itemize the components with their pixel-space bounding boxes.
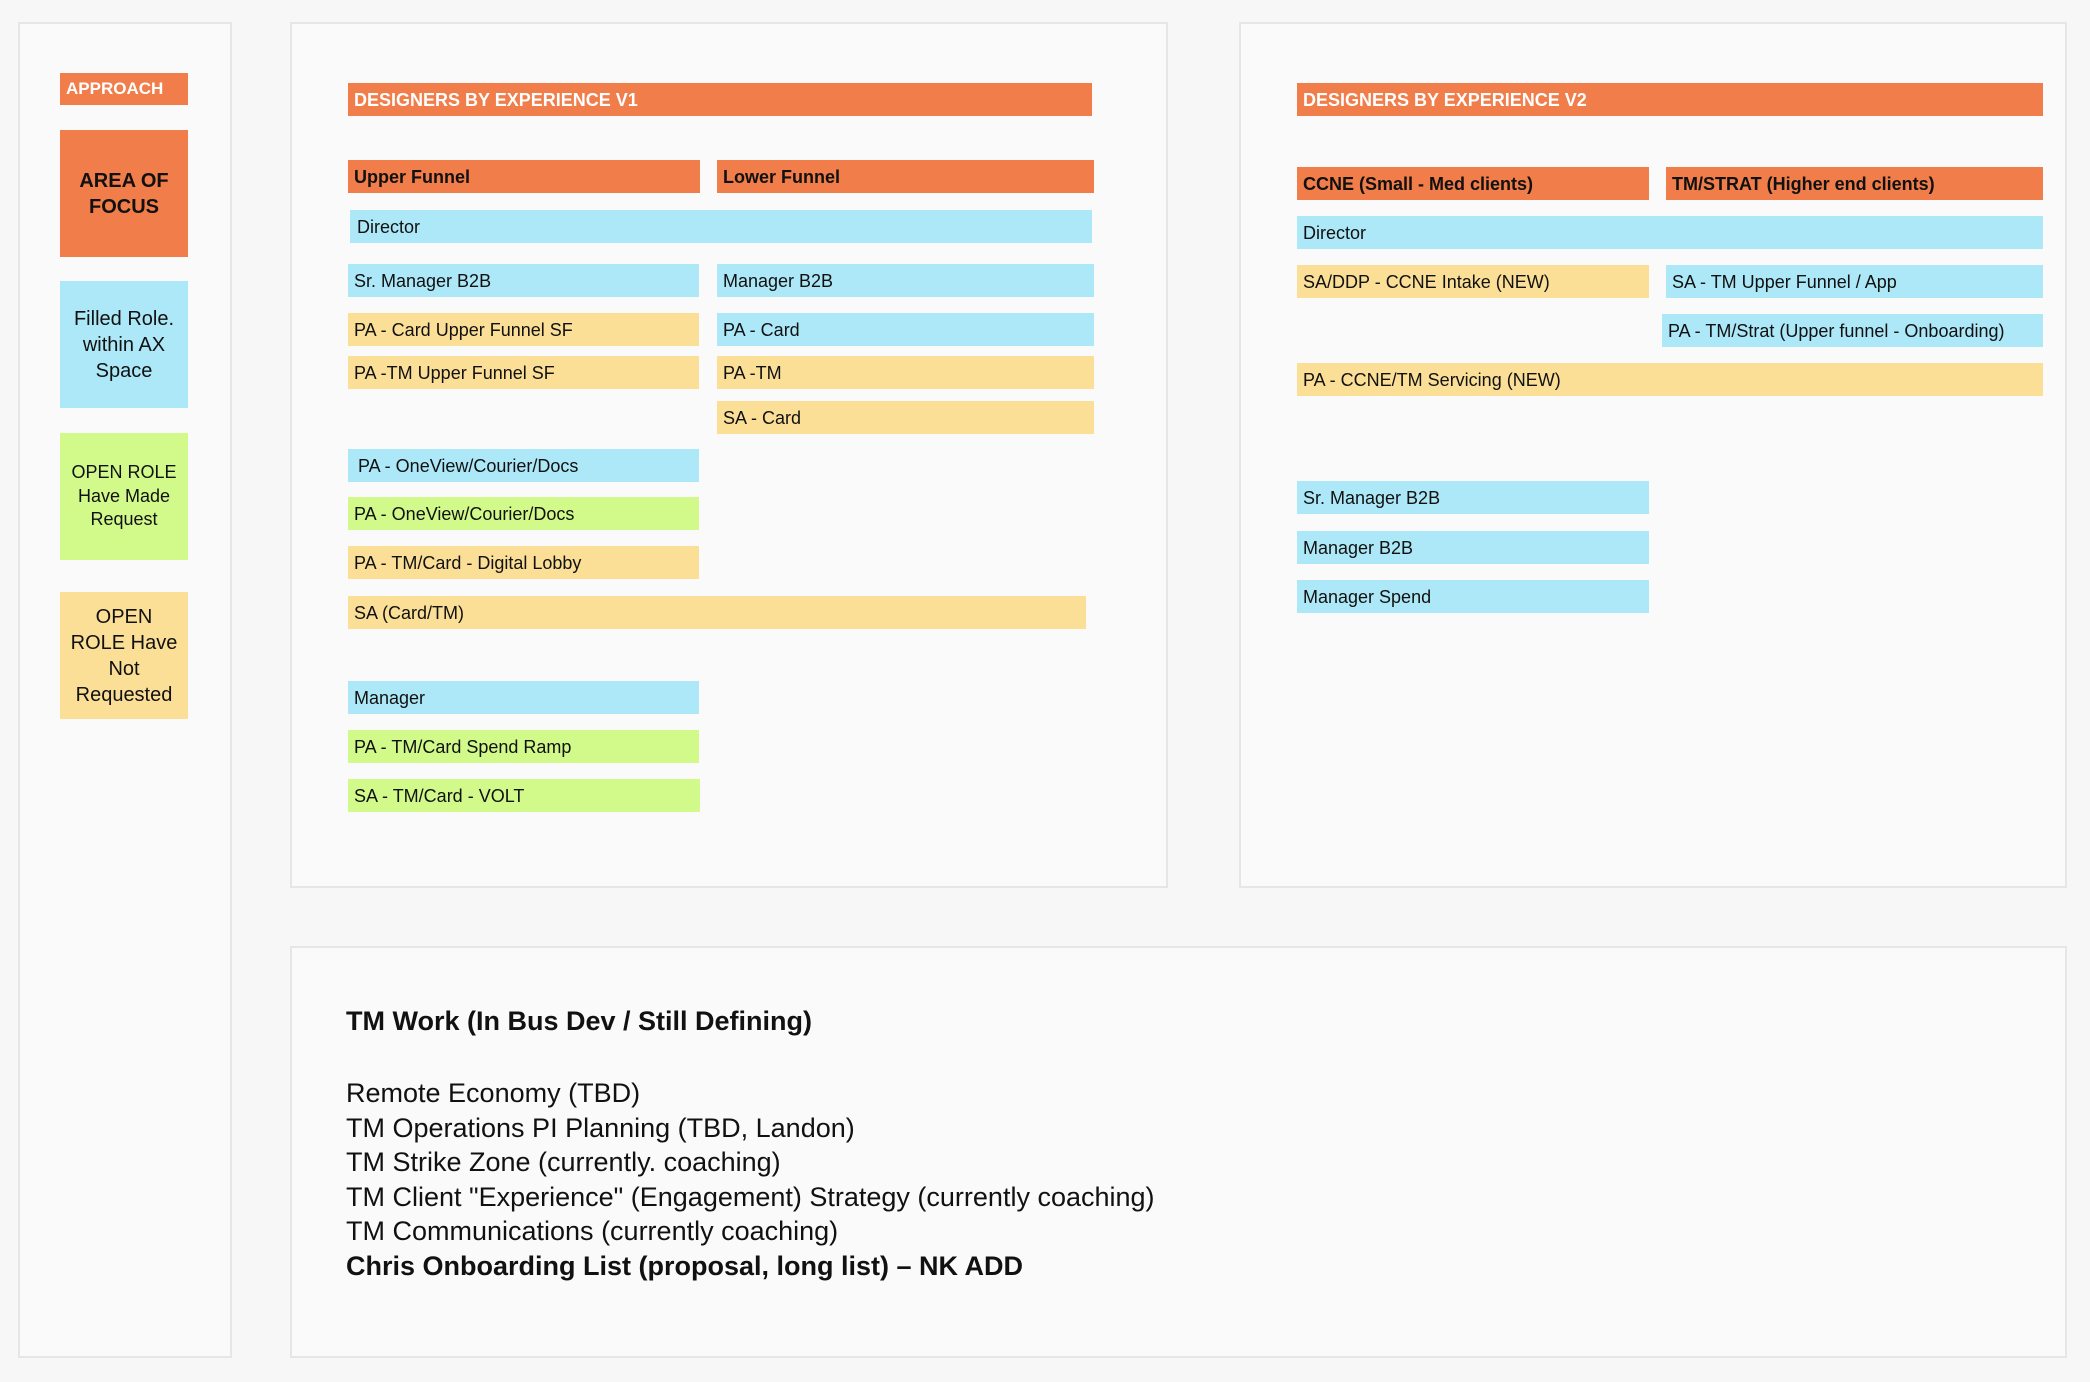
v1-pa-tm: PA -TM xyxy=(717,356,1094,389)
list-item: TM Client "Experience" (Engagement) Strategy (currently coaching) xyxy=(346,1181,1155,1212)
v1-sa-tm-card-volt: SA - TM/Card - VOLT xyxy=(348,779,700,812)
v1-pa-oneview-filled: PA - OneView/Courier/Docs xyxy=(348,449,699,482)
tm-work-heading: TM Work (In Bus Dev / Still Defining) xyxy=(346,1006,813,1036)
v1-pa-card-upper-funnel-sf: PA - Card Upper Funnel SF xyxy=(348,313,699,346)
v2-manager-spend: Manager Spend xyxy=(1297,580,1649,613)
legend-area-of-focus: AREA OF FOCUS xyxy=(60,130,188,257)
v2-tm-strat-header: TM/STRAT (Higher end clients) xyxy=(1666,167,2043,200)
v2-title: DESIGNERS BY EXPERIENCE V2 xyxy=(1297,83,2043,116)
list-item: TM Strike Zone (currently. coaching) xyxy=(346,1147,781,1177)
v1-manager-b2b: Manager B2B xyxy=(717,264,1094,297)
v1-director: Director xyxy=(350,210,1092,243)
tm-work-list xyxy=(346,1076,1155,1283)
v2-sa-tm-upper-funnel-app: SA - TM Upper Funnel / App xyxy=(1666,265,2043,298)
v2-sa-ddp-ccne-intake: SA/DDP - CCNE Intake (NEW) xyxy=(1297,265,1649,298)
list-item: TM Communications (currently coaching) xyxy=(346,1216,839,1246)
v1-pa-oneview-open: PA - OneView/Courier/Docs xyxy=(348,497,699,530)
v1-sa-card: SA - Card xyxy=(717,401,1094,434)
legend-filled-role: Filled Role. within AX Space xyxy=(60,281,188,408)
v1-title: DESIGNERS BY EXPERIENCE V1 xyxy=(348,83,1092,116)
legend-title: APPROACH xyxy=(60,73,188,105)
list-item: Chris Onboarding List (proposal, long list) – NK ADD xyxy=(346,1250,1024,1281)
v2-sr-manager-b2b: Sr. Manager B2B xyxy=(1297,481,1649,514)
list-item: TM Operations PI Planning (TBD, Landon) xyxy=(346,1112,855,1143)
v1-pa-card: PA - Card xyxy=(717,313,1094,346)
v2-pa-tm-strat-onboarding: PA - TM/Strat (Upper funnel - Onboarding) xyxy=(1662,314,2043,347)
v2-director: Director xyxy=(1297,216,2043,249)
v1-lower-funnel-header: Lower Funnel xyxy=(717,160,1094,193)
v1-manager: Manager xyxy=(348,681,699,714)
legend-open-role-not-requested: OPEN ROLE Have Not Requested xyxy=(60,592,188,719)
v1-upper-funnel-header: Upper Funnel xyxy=(348,160,700,193)
v1-pa-tm-card-spend-ramp: PA - TM/Card Spend Ramp xyxy=(348,730,699,763)
v1-pa-tm-upper-funnel-sf: PA -TM Upper Funnel SF xyxy=(348,356,699,389)
v2-pa-ccne-tm-servicing: PA - CCNE/TM Servicing (NEW) xyxy=(1297,363,2043,396)
v1-sr-manager-b2b: Sr. Manager B2B xyxy=(348,264,699,297)
legend-open-role-requested: OPEN ROLE Have Made Request xyxy=(60,433,188,560)
list-item: Remote Economy (TBD) xyxy=(346,1078,641,1108)
v2-ccne-header: CCNE (Small - Med clients) xyxy=(1297,167,1649,200)
v1-pa-tm-card-digital-lobby: PA - TM/Card - Digital Lobby xyxy=(348,546,699,579)
v2-manager-b2b: Manager B2B xyxy=(1297,531,1649,564)
v2-frame xyxy=(1239,22,2067,888)
v1-sa-card-tm: SA (Card/TM) xyxy=(348,596,1086,629)
